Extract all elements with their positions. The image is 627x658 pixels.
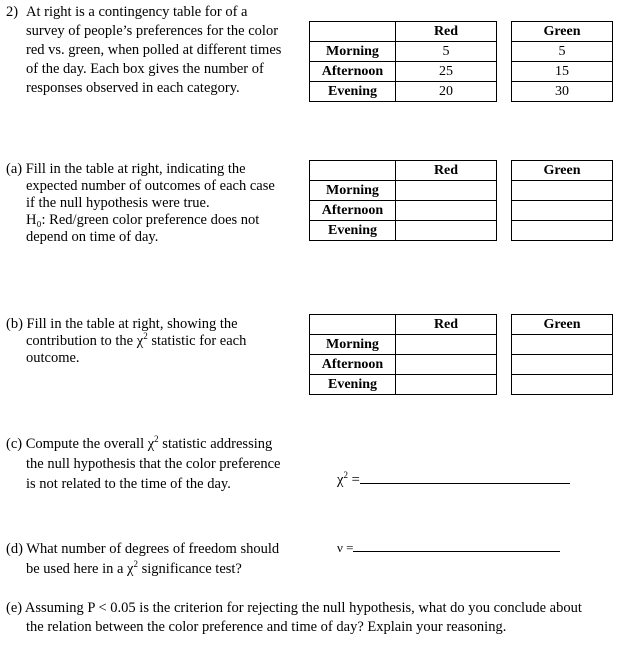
chi-square-answer: $\chi^2$ = [337, 472, 570, 489]
part-d-line-2: be used here in a $\chi^2$ significance test? [26, 559, 242, 577]
row-label-morning: Morning [310, 42, 396, 62]
part-c-line-2: the null hypothesis that the color preference [26, 456, 281, 472]
row-label-afternoon: Afternoon [310, 355, 396, 375]
expected-evening-green[interactable] [512, 221, 613, 241]
chi-afternoon-green[interactable] [512, 355, 613, 375]
q2-line-4: of the day. Each box gives the number of [26, 61, 264, 77]
table-row [310, 181, 613, 201]
chi-morning-green[interactable] [512, 335, 613, 355]
cell-afternoon-red: 25 [396, 62, 497, 82]
header-red: Red [396, 315, 497, 335]
part-c-line-1: (c) Compute the overall $\chi^2$ statistic addressing [6, 434, 273, 452]
degrees-of-freedom-answer: ν = [337, 540, 560, 556]
expected-morning-green[interactable] [512, 181, 613, 201]
chi-square-answer-line[interactable] [360, 483, 570, 484]
row-label-morning: Morning [310, 181, 396, 201]
part-a-line-2: expected number of outcomes of each case [26, 178, 275, 194]
row-label-afternoon: Afternoon [310, 201, 396, 221]
chi-evening-red[interactable] [396, 375, 497, 395]
part-c-line-3: is not related to the time of the day. [26, 476, 231, 492]
table-row [310, 62, 613, 82]
table-row [310, 355, 613, 375]
header-green: Green [512, 161, 613, 181]
q2-line-5: responses observed in each category. [26, 80, 240, 96]
chi-morning-red[interactable] [396, 335, 497, 355]
part-c-text [6, 434, 306, 494]
corner-cell [310, 22, 396, 42]
table-row [310, 335, 613, 355]
cell-morning-red: 5 [396, 42, 497, 62]
row-label-morning: Morning [310, 335, 396, 355]
part-b-line-3: outcome. [26, 350, 80, 366]
part-a-text [6, 161, 306, 246]
part-a-line-5: depend on time of day. [26, 229, 159, 245]
question-2-text [6, 3, 306, 98]
cell-evening-red: 20 [396, 82, 497, 102]
table-row [310, 221, 613, 241]
row-label-evening: Evening [310, 221, 396, 241]
cell-morning-green: 5 [512, 42, 613, 62]
expected-table [309, 160, 613, 241]
expected-afternoon-red[interactable] [396, 201, 497, 221]
chi-afternoon-red[interactable] [396, 355, 497, 375]
degrees-of-freedom-answer-line[interactable] [353, 551, 560, 552]
chi-evening-green[interactable] [512, 375, 613, 395]
header-green: Green [512, 22, 613, 42]
observed-table [309, 21, 613, 102]
part-a-line-3: if the null hypothesis were true. [26, 195, 210, 211]
part-e-line-2: the relation between the color preference and time of day? Explain your reasoning. [26, 619, 507, 635]
part-d-text [6, 539, 306, 579]
part-a-line-1: (a) Fill in the table at right, indicating the [6, 161, 246, 177]
table-row [310, 375, 613, 395]
table-header-row [310, 22, 613, 42]
part-b-line-2: contribution to the $\chi^2$ statistic for each [26, 331, 247, 349]
header-red: Red [396, 161, 497, 181]
table-row [310, 42, 613, 62]
expected-morning-red[interactable] [396, 181, 497, 201]
table-row [310, 82, 613, 102]
table-header-row [310, 315, 613, 335]
question-number: 2) [6, 4, 19, 20]
q2-line-1: At right is a contingency table for of a [26, 4, 248, 20]
row-label-evening: Evening [310, 82, 396, 102]
part-b-line-1: (b) Fill in the table at right, showing the [6, 316, 238, 332]
header-red: Red [396, 22, 497, 42]
part-a-line-4: H₀: Red/green color preference does not [26, 212, 260, 228]
expected-evening-red[interactable] [396, 221, 497, 241]
part-b-text [6, 316, 306, 367]
row-label-afternoon: Afternoon [310, 62, 396, 82]
part-d-line-1: (d) What number of degrees of freedom should [6, 541, 280, 557]
chi-contribution-table [309, 314, 613, 395]
expected-afternoon-green[interactable] [512, 201, 613, 221]
row-label-evening: Evening [310, 375, 396, 395]
header-green: Green [512, 315, 613, 335]
part-e-line-1: (e) Assuming P < 0.05 is the criterion for rejecting the null hypothesis, what do you conclude about [6, 600, 582, 616]
q2-line-3: red vs. green, when polled at different times [26, 42, 282, 58]
table-header-row [310, 161, 613, 181]
q2-line-2: survey of people’s preferences for the color [26, 23, 279, 39]
cell-evening-green: 30 [512, 82, 613, 102]
cell-afternoon-green: 15 [512, 62, 613, 82]
table-row [310, 201, 613, 221]
part-e-text [6, 599, 621, 637]
